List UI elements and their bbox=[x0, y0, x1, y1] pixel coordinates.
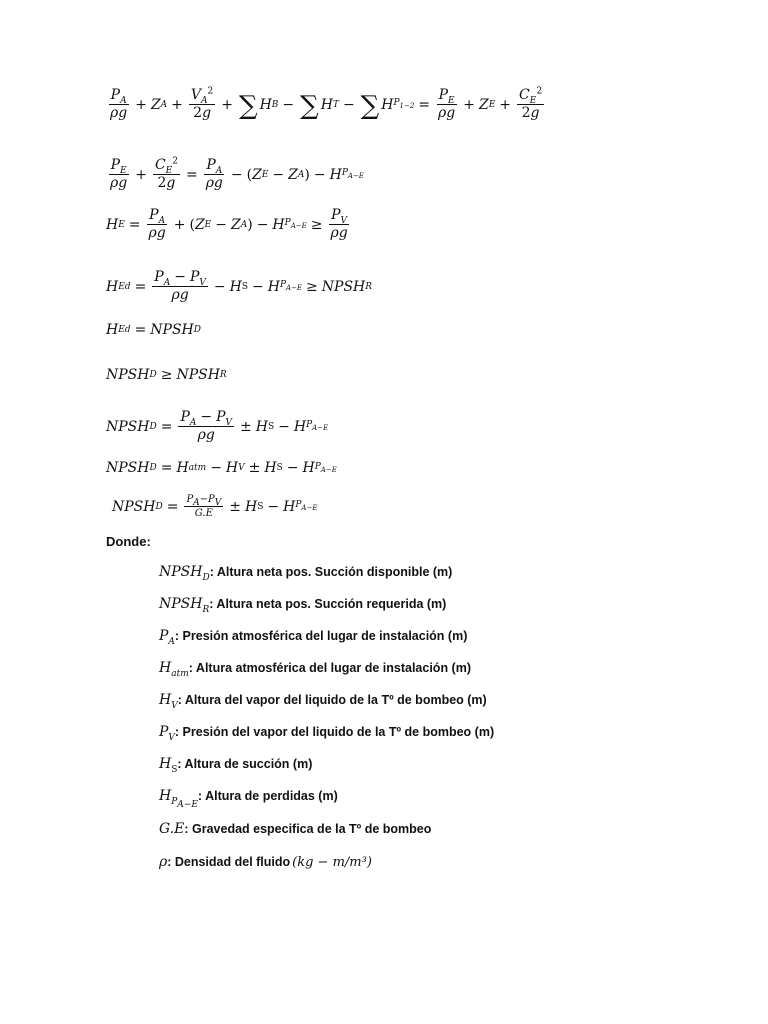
definition-text: : Altura del vapor del liquido de la Tº de bombeo (m) bbox=[177, 693, 487, 707]
definition-text: : Altura neta pos. Succión requerida (m) bbox=[209, 597, 447, 611]
symbol-npshr: $NPSH_R$ bbox=[159, 596, 210, 615]
equation-hed-npshd: H Ed = NPSH D bbox=[106, 322, 201, 338]
donde-label: Donde: bbox=[106, 534, 151, 549]
equation-npshd-pressure: NPSH D = $\frac{P_A - P_V}{\rho g}$ ± H S − H $P_{A-E}$ bbox=[106, 409, 329, 444]
equation-npsh-condition: NPSH D ≥ NPSH R bbox=[106, 367, 227, 383]
definition-hs bbox=[159, 756, 313, 775]
definition-text: : Densidad del fluido bbox=[167, 855, 291, 869]
definition-npshd bbox=[159, 564, 453, 583]
definition-npshr bbox=[159, 596, 447, 615]
definition-ge bbox=[159, 821, 431, 837]
definition-text: : Presión atmosférica del lugar de instalación (m) bbox=[174, 629, 468, 643]
definition-pa bbox=[159, 628, 468, 647]
equation-npshd-heads: NPSH D = H atm − H V ± H S − H $P_{A-E}$ bbox=[106, 460, 337, 476]
symbol-hs: $H_S$ bbox=[159, 756, 178, 775]
equation-hed: H Ed = $\frac{P_A - P_V}{\rho g}$ − H S − H $P_{A-E}$ ≥ NPSH R bbox=[106, 269, 373, 304]
symbol-pv: $P_V$ bbox=[159, 724, 175, 743]
symbol-hv: $H_V$ bbox=[159, 692, 178, 711]
symbol-hatm: $H_{atm}$ bbox=[159, 660, 189, 679]
definition-pv bbox=[159, 724, 495, 743]
definition-text: : Gravedad especifica de la Tº de bombeo bbox=[184, 822, 432, 836]
definition-hatm bbox=[159, 660, 471, 679]
definition-text: : Altura de perdidas (m) bbox=[197, 789, 338, 803]
definition-text: : Presión del vapor del liquido de la Tº de bombeo (m) bbox=[174, 725, 495, 739]
definition-hv bbox=[159, 692, 487, 711]
definition-unit: (kg − m/m³) bbox=[292, 855, 372, 870]
symbol-rho: ρ bbox=[159, 854, 168, 870]
symbol-hpae: $H_{P_{A-E}}$ bbox=[159, 788, 198, 810]
equation-head-inlet: H E = $\frac{P_A}{\rho g}$ + ( Z E − Z A ) − H $P_{A-E}$ ≥ $\frac{P_V}{\rho g}$ bbox=[106, 207, 348, 242]
equation-energy-inlet: $\frac{P_E}{\rho g}$ + $\frac{C_E^2}{2g}$ = $\frac{P_A}{\rho g}$ − ( Z E − Z A ) − H $P_{A-E}$ bbox=[110, 156, 364, 192]
definition-rho bbox=[159, 854, 372, 870]
definition-text: : Altura de succión (m) bbox=[177, 757, 313, 771]
symbol-ge: G.E bbox=[159, 821, 185, 837]
symbol-npshd: $NPSH_D$ bbox=[159, 564, 210, 583]
definition-hpae bbox=[159, 788, 338, 810]
symbol-pa: $P_A$ bbox=[159, 628, 175, 647]
definition-text: : Altura atmosférica del lugar de instalación (m) bbox=[188, 661, 471, 675]
equation-bernoulli: $\frac{P_A}{\rho g}$ + Z A + $\frac{V_A^2}{2g}$ + ∑ H B − ∑ H T − ∑ H $P_{1-2}$ = $\frac{P_E}{\rho g}$ + Z E + $\frac{C_E^2}{2g}$ bbox=[110, 86, 543, 122]
definition-text: : Altura neta pos. Succión disponible (m) bbox=[209, 565, 453, 579]
equation-npshd-specific-gravity: NPSH D = $\frac{P_A-P_V}{G.E}$ ± H S − H $P_{A-E}$ bbox=[112, 494, 318, 519]
